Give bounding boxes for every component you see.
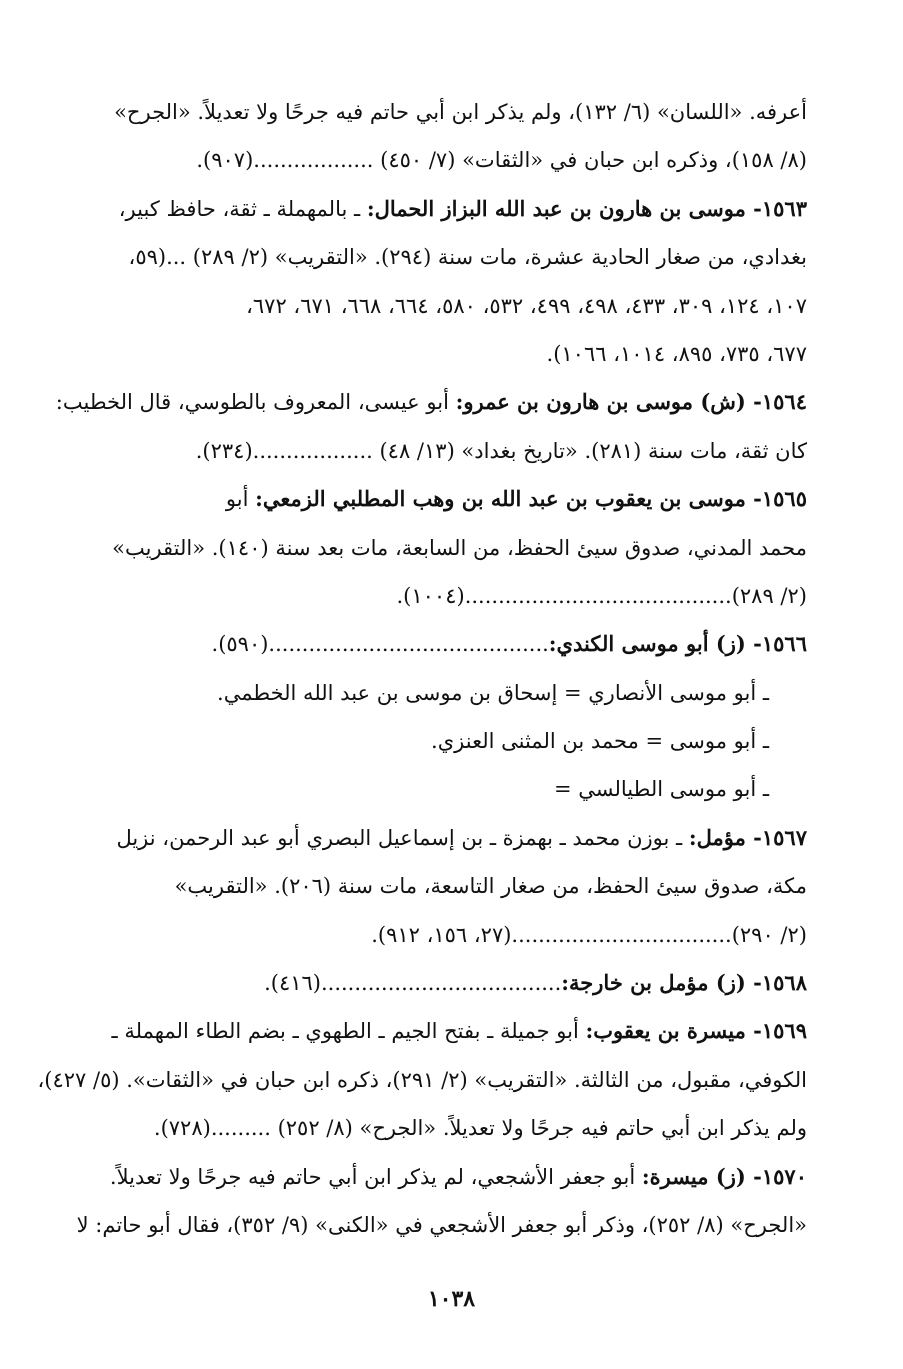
line-text: أبو عيسى، المعروف بالطوسي، قال الخطيب: xyxy=(55,390,456,415)
text-line xyxy=(50,524,807,572)
line-text: الكوفي، مقبول، من الثالثة. «التقريب» (٢/ ٢٩١)، ذكره ابن حبان في «الثقات». (٥/ ٤٢٧)، xyxy=(37,1067,807,1092)
line-text: كان ثقة، مات سنة (٢٨١). «تاريخ بغداد» (١٣/ ٤٨) ..................(٢٣٤). xyxy=(195,438,807,463)
line-text: أبو xyxy=(225,487,256,512)
page-number: ١٠٣٨ xyxy=(427,1286,476,1312)
entry-heading: ١٥٦٥- موسى بن يعقوب بن عبد الله بن وهب المطلبي الزمعي: xyxy=(255,486,807,512)
text-line xyxy=(50,427,807,475)
text-line xyxy=(50,862,807,910)
line-text: ـ أبو موسى الطيالسي = xyxy=(553,777,769,802)
text-line xyxy=(50,136,807,184)
text-line xyxy=(50,959,807,1007)
line-text: أبو جميلة ـ بفتح الجيم ـ الطهوي ـ بضم الطاء المهملة ـ xyxy=(111,1019,586,1044)
text-line xyxy=(50,282,807,330)
text-line xyxy=(50,330,807,378)
line-text: (٢/ ٢٩٠).................................(٢٧، ١٥٦، ٩١٢). xyxy=(371,922,807,947)
entry-heading: ١٥٦٨- (ز) مؤمل بن خارجة: xyxy=(561,970,807,996)
entry-heading: ١٥٦٧- مؤمل: xyxy=(688,824,807,850)
line-text: محمد المدني، صدوق سيئ الحفظ، من السابعة، مات بعد سنة (١٤٠). «التقريب» xyxy=(112,535,807,560)
entry-heading: ١٥٧٠- (ز) ميسرة: xyxy=(641,1163,807,1189)
text-line xyxy=(50,185,807,233)
text-line xyxy=(50,911,807,959)
text-line xyxy=(50,814,807,862)
line-text: ٦٧٧، ٧٣٥، ٨٩٥، ١٠١٤، ١٠٦٦). xyxy=(546,341,807,366)
text-line xyxy=(50,475,807,523)
entry-heading: ١٥٦٣- موسى بن هارون بن عبد الله البزاز الحمال: xyxy=(366,195,807,221)
line-text: «الجرح» (٨/ ٢٥٢)، وذكر أبو جعفر الأشجعي في «الكنى» (٩/ ٣٥٢)، فقال أبو حاتم: لا xyxy=(76,1212,807,1237)
text-line xyxy=(50,1007,807,1055)
line-text: بغدادي، من صغار الحادية عشرة، مات سنة (٢٩٤). «التقريب» (٢/ ٢٨٩) ...(٥٩، xyxy=(128,245,807,270)
line-text: أبو جعفر الأشجعي، لم يذكر ابن أبي حاتم فيه جرحًا ولا تعديلاً. xyxy=(109,1164,642,1189)
line-text: ..........................................(٥٩٠). xyxy=(211,632,549,657)
line-text: ولم يذكر ابن أبي حاتم فيه جرحًا ولا تعديلاً. «الجرح» (٨/ ٢٥٢) .........(٧٢٨). xyxy=(153,1116,807,1141)
line-text: ـ بوزن محمد ـ بهمزة ـ بن إسماعيل البصري أبو عبد الرحمن، نزيل xyxy=(116,825,689,850)
text-line xyxy=(50,572,807,620)
text-line xyxy=(50,620,807,668)
line-text: ....................................(٤١٦). xyxy=(264,971,562,996)
text-line xyxy=(37,1056,807,1104)
line-text: ـ أبو موسى الأنصاري = إسحاق بن موسى بن عبد الله الخطمي. xyxy=(217,680,769,705)
line-text: مكة، صدوق سيئ الحفظ، من صغار التاسعة، مات سنة (٢٠٦). «التقريب» xyxy=(174,874,807,899)
entry-heading: ١٥٦٤- (ش) موسى بن هارون بن عمرو: xyxy=(455,389,807,415)
entry-heading: ١٥٦٩- ميسرة بن يعقوب: xyxy=(585,1018,807,1044)
cross-reference-line xyxy=(50,717,807,765)
text-line xyxy=(50,378,807,426)
cross-reference-line xyxy=(50,765,807,813)
text-block xyxy=(37,88,807,1249)
entry-heading: ١٥٦٦- (ز) أبو موسى الكندي: xyxy=(548,631,807,657)
cross-reference-line xyxy=(50,669,807,717)
text-line xyxy=(50,233,807,281)
line-text: ـ أبو موسى = محمد بن المثنى العنزي. xyxy=(431,729,769,754)
text-line xyxy=(50,1153,807,1201)
text-line xyxy=(50,88,807,136)
line-text: ـ بالمهملة ـ ثقة، حافظ كبير، xyxy=(118,196,367,221)
line-text: ١٠٧، ١٢٤، ٣٠٩، ٤٣٣، ٤٩٨، ٤٩٩، ٥٣٢، ٥٨٠، ٦٦٤، ٦٦٨، ٦٧١، ٦٧٢، xyxy=(246,293,807,318)
text-line xyxy=(50,1104,807,1152)
line-text: أعرفه. «اللسان» (٦/ ١٣٢)، ولم يذكر ابن أبي حاتم فيه جرحًا ولا تعديلاً. «الجرح» xyxy=(114,100,807,124)
line-text: (٢/ ٢٨٩)........................................(١٠٠٤). xyxy=(396,583,807,608)
text-line xyxy=(50,1201,807,1249)
line-text: (٨/ ١٥٨)، وذكره ابن حبان في «الثقات» (٧/ ٤٥٠) ..................(٩٠٧). xyxy=(196,148,807,173)
